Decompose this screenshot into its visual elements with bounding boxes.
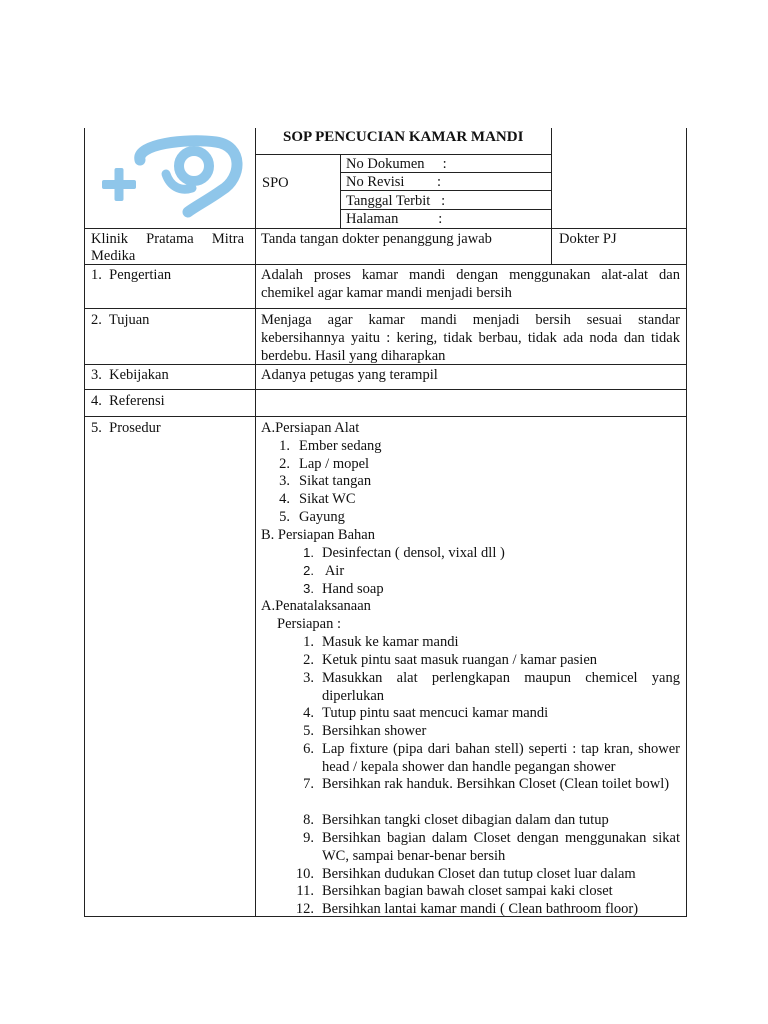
alat-item: Gayung (299, 509, 345, 525)
section-label-pengertian: 1. Pengertian (91, 267, 172, 283)
step-num-2: 2. (303, 652, 314, 668)
section-label-tujuan: 2. Tujuan (91, 312, 150, 328)
bahan-item: Desinfectan ( densol, vixal dll ) (322, 545, 505, 561)
step-item: Lap fixture (pipa dari bahan stell) seperti : tap kran, shower head / kepala shower dan handle pegangan shower (322, 741, 680, 775)
kebijakan-row-bottom-rule (84, 389, 687, 390)
step-num-5: 5. (303, 723, 314, 739)
step-item: Bersihkan bagian bawah closet sampai kaki closet (322, 883, 613, 899)
alat-item: Lap / mopel (299, 456, 370, 472)
bahan-item: Air (322, 563, 345, 579)
alat-num-5: 5. (279, 509, 290, 525)
step-num-1: 1. (303, 634, 314, 650)
referensi-row-bottom-rule (84, 416, 687, 417)
section-label-prosedur: 5. Prosedur (91, 420, 161, 436)
step-item: Bersihkan tangki closet dibagian dalam dan tutup (322, 812, 609, 828)
step-item: Bersihkan shower (322, 723, 427, 739)
step-num-10: 10. (295, 866, 314, 882)
doctor-label: Dokter PJ (559, 231, 617, 247)
spo-divider (340, 154, 341, 228)
doc-field-tanggal-terbit: Tanggal Terbit : (346, 193, 446, 209)
step-item: Bersihkan dudukan Closet dan tutup closet luar dalam (322, 866, 636, 882)
bahan-item: Hand soap (322, 581, 384, 597)
step-item: Masukkan alat perlengkapan maupun chemicel yang diperlukan (322, 670, 680, 704)
clinic-name-line2: Medika (91, 248, 136, 264)
persiapan-label: Persiapan : (277, 616, 342, 632)
spo-label: SPO (262, 175, 289, 191)
alat-num-1: 1. (279, 438, 290, 454)
step-item: Bersihkan lantai kamar mandi ( Clean bathroom floor) (322, 901, 639, 917)
bahan-num-3: 3. (303, 581, 314, 596)
step-num-8: 8. (303, 812, 314, 828)
clinic-logo-icon (96, 134, 246, 218)
alat-num-4: 4. (279, 491, 290, 507)
alat-item: Sikat tangan (299, 473, 372, 489)
section-text-pengertian: Adalah proses kamar mandi dengan menggunakan alat-alat dan chemikel agar kamar mandi menjadi bersih (261, 267, 680, 301)
persiapan-bahan-heading: B. Persiapan Bahan (261, 527, 375, 543)
header-border-right (551, 128, 552, 264)
step-item: Bersihkan rak handuk. Bersihkan Closet (Clean toilet bowl) (322, 776, 670, 792)
alat-num-2: 2. (279, 456, 290, 472)
section-text-tujuan: Menjaga agar kamar mandi menjadi bersih sesuai standar kebersihannya yaitu : kering, tidak berbau, tidak ada noda dan tidak berdebu. Hasil yang diharapkan (261, 312, 680, 364)
doc-field-no-dokumen: No Dokumen : (346, 156, 447, 172)
section-label-kebijakan: 3. Kebijakan (91, 367, 169, 383)
step-item: Tutup pintu saat mencuci kamar mandi (322, 705, 549, 721)
section-label-referensi: 4. Referensi (91, 393, 165, 409)
step-num-9: 9. (303, 830, 314, 846)
table-border-left (84, 128, 85, 917)
signature-label: Tanda tangan dokter penanggung jawab (261, 231, 492, 247)
step-num-11: 11. (296, 883, 314, 899)
step-item: Masuk ke kamar mandi (322, 634, 459, 650)
bahan-num-2: 2. (303, 563, 314, 578)
header-border-right-outer (686, 128, 687, 228)
doc-field-halaman: Halaman : (346, 211, 443, 227)
section-text-kebijakan: Adanya petugas yang terampil (261, 367, 438, 383)
persiapan-alat-heading: A.Persiapan Alat (261, 420, 360, 436)
alat-item: Sikat WC (299, 491, 356, 507)
step-num-12: 12. (295, 901, 314, 917)
step-num-4: 4. (303, 705, 314, 721)
penatalaksanaan-heading: A.Penatalaksanaan (261, 598, 371, 614)
header-bottom-rule (84, 228, 687, 229)
step-item: Bersihkan bagian dalam Closet dengan menggunakan sikat WC, sampai benar-benar bersih (322, 830, 680, 864)
table-border-divider (255, 128, 256, 917)
step-num-6: 6. (303, 741, 314, 757)
step-item: Ketuk pintu saat masuk ruangan / kamar pasien (322, 652, 598, 668)
clinic-row-bottom-rule (84, 264, 687, 265)
alat-item: Ember sedang (299, 438, 382, 454)
bahan-num-1: 1. (303, 545, 314, 560)
step-num-7: 7. (303, 776, 314, 792)
table-border-right (686, 228, 687, 917)
clinic-name-line1: Klinik Pratama Mitra (91, 231, 245, 247)
document-title: SOP PENCUCIAN KAMAR MANDI (283, 129, 524, 145)
pengertian-row-bottom-rule (84, 308, 687, 309)
alat-num-3: 3. (279, 473, 290, 489)
doc-field-no-revisi: No Revisi : (346, 174, 442, 190)
step-num-3: 3. (303, 670, 314, 686)
